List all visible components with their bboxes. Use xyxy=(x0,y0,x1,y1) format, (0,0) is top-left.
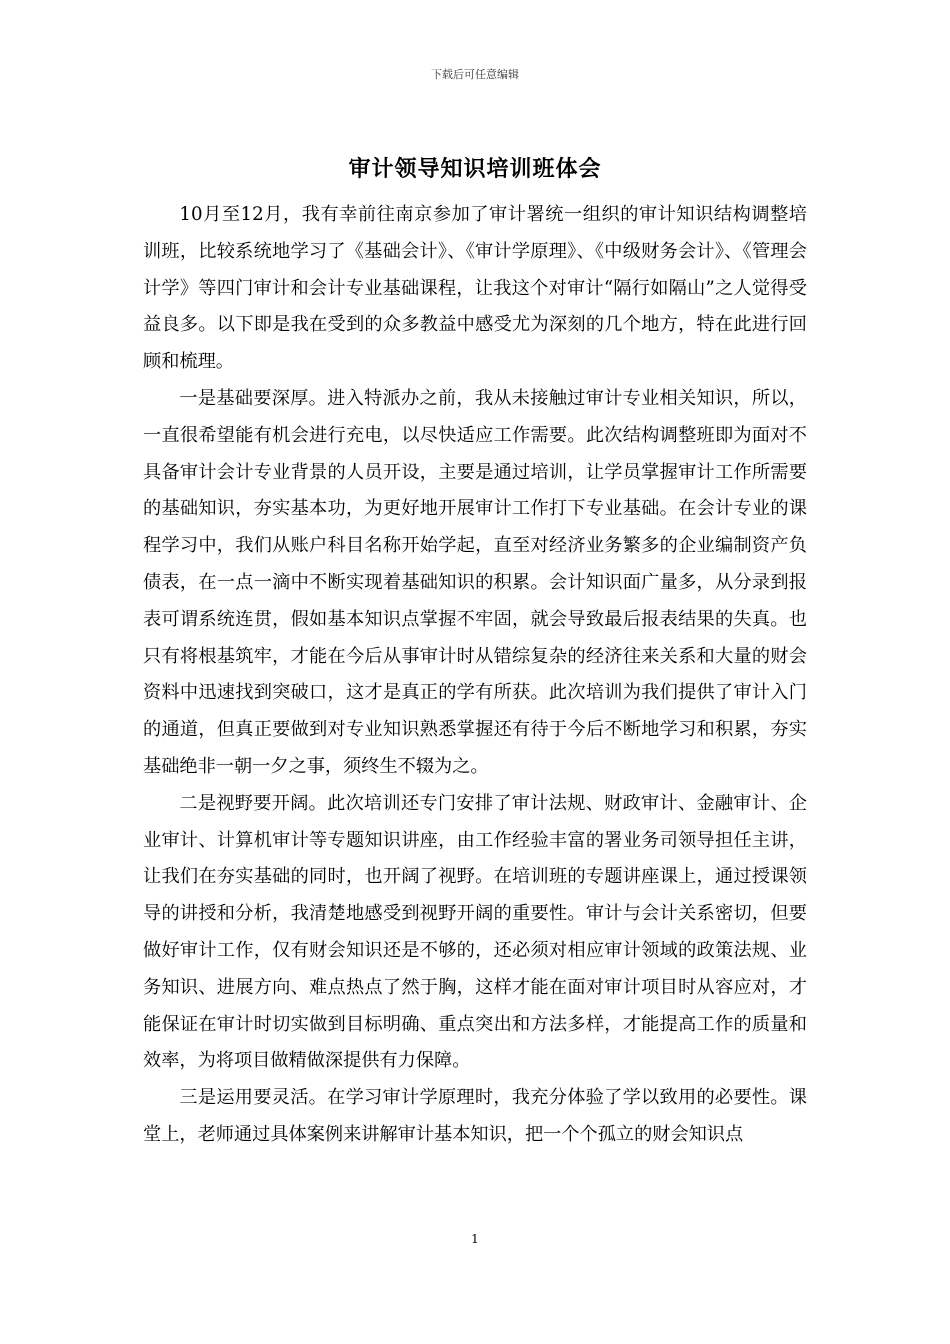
paragraph-point-three: 三是运用要灵活。在学习审计学原理时，我充分体验了学以致用的必要性。课堂上，老师通过具体案例来讲解审计基本知识，把一个个孤立的财会知识点 xyxy=(143,1087,807,1145)
document-title: 审计领导知识培训班体会 xyxy=(348,156,602,182)
paragraph-intro: 10月至12月，我有幸前往南京参加了审计署统一组织的审计知识结构调整培训班，比较系统地学习了《基础会计》、《审计学原理》、《中级财务会计》、《管理会计学》等四门审计和会计专业基础课程，让我这个对审计“隔行如隔山”之人觉得受益良多。以下即是我在受到的众多教益中感受尤为深刻的几个地方，特在此进行回顾和梳理。 xyxy=(143,204,807,373)
page-number: 1 xyxy=(471,1232,479,1246)
paragraph-point-one: 一是基础要深厚。进入特派办之前，我从未接触过审计专业相关知识，所以，一直很希望能有机会进行充电，以尽快适应工作需要。此次结构调整班即为面对不具备审计会计专业背景的人员开设，主要是通过培训，让学员掌握审计工作所需要的基础知识，夯实基本功，为更好地开展审计工作打下专业基础。在会计专业的课程学习中，我们从账户科目名称开始学起，直至对经济业务繁多的企业编制资产负债表，在一点一滴中不断实现着基础知识的积累。会计知识面广量多，从分录到报表可谓系统连贯，假如基本知识点掌握不牢固，就会导致最后报表结果的失真。也只有将根基筑牢，才能在今后从事审计时从错综复杂的经济往来关系和大量的财会资料中迅速找到突破口，这才是真正的学有所获。此次培训为我们提供了审计入门的通道，但真正要做到对专业知识熟悉掌握还有待于今后不断地学习和积累，夯实基础绝非一朝一夕之事，须终生不辍为之。 xyxy=(143,387,807,777)
page-header-note: 下载后可任意编辑 xyxy=(431,68,519,81)
paragraph-point-two: 二是视野要开阔。此次培训还专门安排了审计法规、财政审计、金融审计、企业审计、计算机审计等专题知识讲座，由工作经验丰富的署业务司领导担任主讲，让我们在夯实基础的同时，也开阔了视野。在培训班的专题讲座课上，通过授课领导的讲授和分析，我清楚地感受到视野开阔的重要性。审计与会计关系密切，但要做好审计工作，仅有财会知识还是不够的，还必须对相应审计领域的政策法规、业务知识、进展方向、难点热点了然于胸，这样才能在面对审计项目时从容应对，才能保证在审计时切实做到目标明确、重点突出和方法多样，才能提高工作的质量和效率，为将项目做精做深提供有力保障。 xyxy=(143,792,807,1072)
document-body xyxy=(143,197,807,1154)
